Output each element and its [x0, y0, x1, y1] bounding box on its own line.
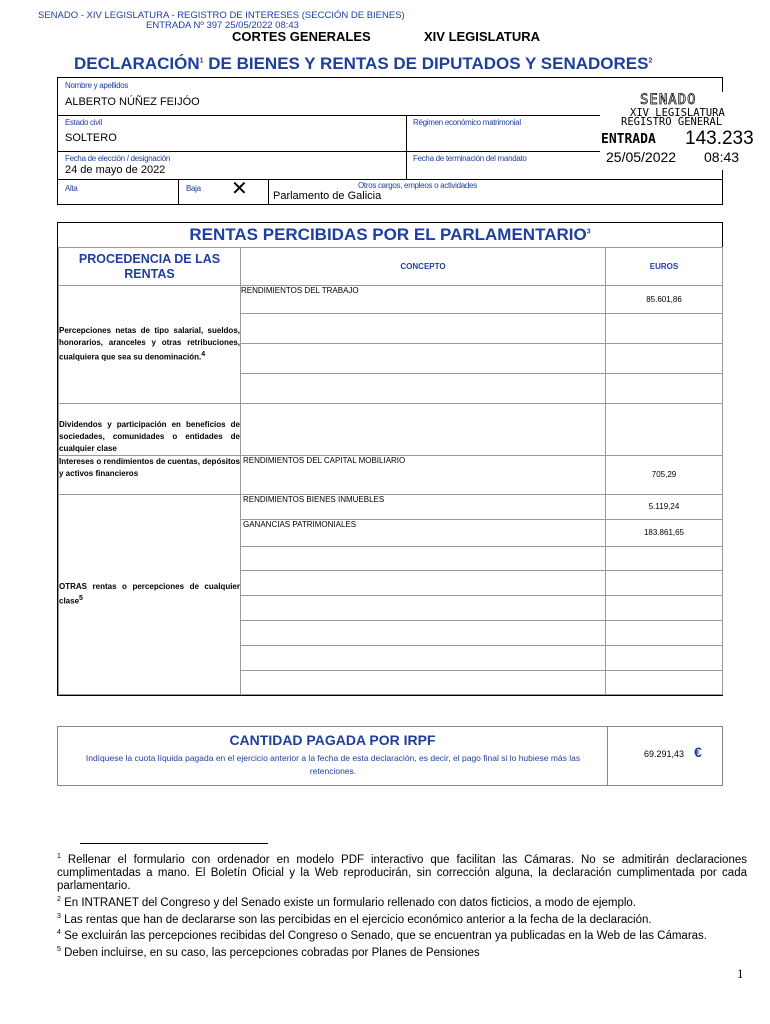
stamp-time: 08:43 [704, 149, 740, 165]
euros-cell[interactable]: 183.861,65 [606, 519, 723, 546]
euro-icon: € [694, 744, 702, 760]
procedencia-dividendos: Dividendos y participación en beneficios de sociedades, comunidades o entidades de cualquier clase [59, 404, 241, 456]
concepto-cell[interactable]: RENDIMIENTOS BIENES INMUEBLES [241, 494, 606, 519]
col-euros-header: EUROS [606, 248, 723, 286]
other-positions-field[interactable]: Parlamento de Galicia [273, 190, 382, 202]
election-date-label: Fecha de elección / designación [65, 154, 170, 163]
status-field[interactable]: SOLTERO [65, 132, 117, 144]
concepto-cell[interactable]: RENDIMIENTOS DEL CAPITAL MOBILIARIO [241, 456, 606, 494]
rentas-title: RENTAS PERCIBIDAS POR EL PARLAMENTARIO$^3$ [189, 225, 591, 244]
footnotes [57, 850, 747, 960]
concepto-cell[interactable] [241, 546, 606, 570]
concepto-cell[interactable] [241, 670, 606, 694]
concepto-cell[interactable] [241, 374, 606, 404]
procedencia-intereses: Intereses o rendimientos de cuentas, depósitos y activos financieros [59, 456, 241, 494]
concepto-cell[interactable]: GANANCIAS PATRIMONIALES [241, 519, 606, 546]
irpf-title: CANTIDAD PAGADA POR IRPF [229, 732, 436, 748]
rentas-section [57, 222, 723, 696]
baja-checkbox[interactable]: ✕ [231, 178, 248, 200]
irpf-description: Indíquese la cuota líquida pagada en el ejercicio anterior a la fecha de esta declaración, es decir, el pago final si lo hubiese más las retenciones. [85, 753, 581, 776]
concepto-cell[interactable] [241, 645, 606, 670]
euros-cell[interactable] [606, 404, 723, 456]
election-date-field[interactable]: 24 de mayo de 2022 [65, 164, 166, 176]
euros-cell[interactable]: 5.119,24 [606, 494, 723, 519]
euros-cell[interactable]: 705,29 [606, 456, 723, 494]
procedencia-otras: OTRAS rentas o percepciones de cualquier clase$^5$ [59, 494, 241, 694]
stamp-entrada-number: 143.233 [685, 128, 754, 149]
concepto-cell[interactable] [241, 620, 606, 645]
name-field[interactable]: ALBERTO NÚÑEZ FEIJÓO [65, 96, 200, 108]
header-xiv-legislatura: XIV LEGISLATURA [424, 29, 541, 44]
euros-cell[interactable]: 85.601,86 [606, 286, 723, 314]
baja-label: Baja [186, 184, 201, 193]
concepto-cell[interactable] [241, 595, 606, 620]
concepto-cell[interactable] [241, 344, 606, 374]
stamp-registro: REGISTRO GENERAL [621, 116, 723, 128]
end-date-label: Fecha de terminación del mandato [413, 154, 527, 163]
registro-stamp [600, 92, 770, 170]
footnote-4: $^4$ Se excluirán las percepciones recibidas del Congreso o Senado, que se encuentran ya publicadas en la Web de las Cámaras. [57, 929, 708, 943]
euros-cell[interactable] [606, 546, 723, 570]
col-procedencia-header: PROCEDENCIA DE LAS RENTAS [59, 248, 241, 286]
euros-cell[interactable] [606, 314, 723, 344]
footnote-divider [80, 843, 268, 844]
regime-label: Régimen económico matrimonial [413, 118, 521, 127]
header-cortes-generales: CORTES GENERALES [232, 29, 371, 44]
status-label: Estado civil [65, 118, 102, 127]
col-concepto-header: CONCEPTO [241, 248, 606, 286]
euros-cell[interactable] [606, 570, 723, 595]
stamp-senado: SENADO [640, 92, 697, 108]
euros-cell[interactable] [606, 595, 723, 620]
euros-cell[interactable] [606, 374, 723, 404]
footnote-1: $^1$ Rellenar el formulario con ordenador en modelo PDF interactivo que facilitan las Cámaras. No se admitirán declaraciones cumplimentadas a mano. El Boletín Oficial y la Web reproducirán, sin corrección alguna, la declaración cumplimentada por cada parlamentario. [57, 853, 747, 892]
page-title: DECLARACIÓN$^1$ DE BIENES Y RENTAS DE DIPUTADOS Y SENADORES$^2$ [74, 54, 653, 73]
stamp-date: 25/05/2022 [606, 149, 677, 165]
alta-label: Alta [65, 184, 78, 193]
stamp-legislatura: XIV LEGISLATURA [630, 107, 725, 119]
registry-line-1: SENADO - XIV LEGISLATURA - REGISTRO DE INTERESES (SECCIÓN DE BIENES) [38, 10, 405, 21]
footnote-3: $^3$ Las rentas que han de declararse son las percibidas en el ejercicio económico anterior a la fecha de la declaración. [57, 912, 652, 926]
concepto-cell[interactable]: RENDIMIENTOS DEL TRABAJO [241, 286, 606, 314]
euros-cell[interactable] [606, 645, 723, 670]
irpf-amount[interactable]: 69.291,43 [644, 749, 685, 759]
registry-line-2: ENTRADA Nº 397 25/05/2022 08:43 [146, 20, 299, 31]
concepto-cell[interactable] [241, 570, 606, 595]
footnote-5: $^5$ Deben incluirse, en su caso, las percepciones cobradas por Planes de Pensiones [57, 946, 480, 960]
concepto-cell[interactable] [241, 314, 606, 344]
name-label: Nombre y apellidos [65, 81, 129, 90]
rentas-table [58, 247, 723, 695]
stamp-entrada-label: ENTRADA [601, 132, 656, 147]
page-number: 1 [737, 966, 744, 981]
procedencia-salarial: Percepciones netas de tipo salarial, sueldos, honorarios, aranceles y otras retribuciones, cualquiera que sea su denominación.$^4$ [59, 286, 241, 404]
irpf-section [57, 726, 723, 786]
euros-cell[interactable] [606, 344, 723, 374]
footnote-2: $^2$ En INTRANET del Congreso y del Senado existe un formulario rellenado con datos ficticios, a modo de ejemplo. [57, 895, 636, 909]
concepto-cell[interactable] [241, 404, 606, 456]
other-positions-label: Otros cargos, empleos o actividades [358, 181, 477, 190]
euros-cell[interactable] [606, 670, 723, 694]
euros-cell[interactable] [606, 620, 723, 645]
